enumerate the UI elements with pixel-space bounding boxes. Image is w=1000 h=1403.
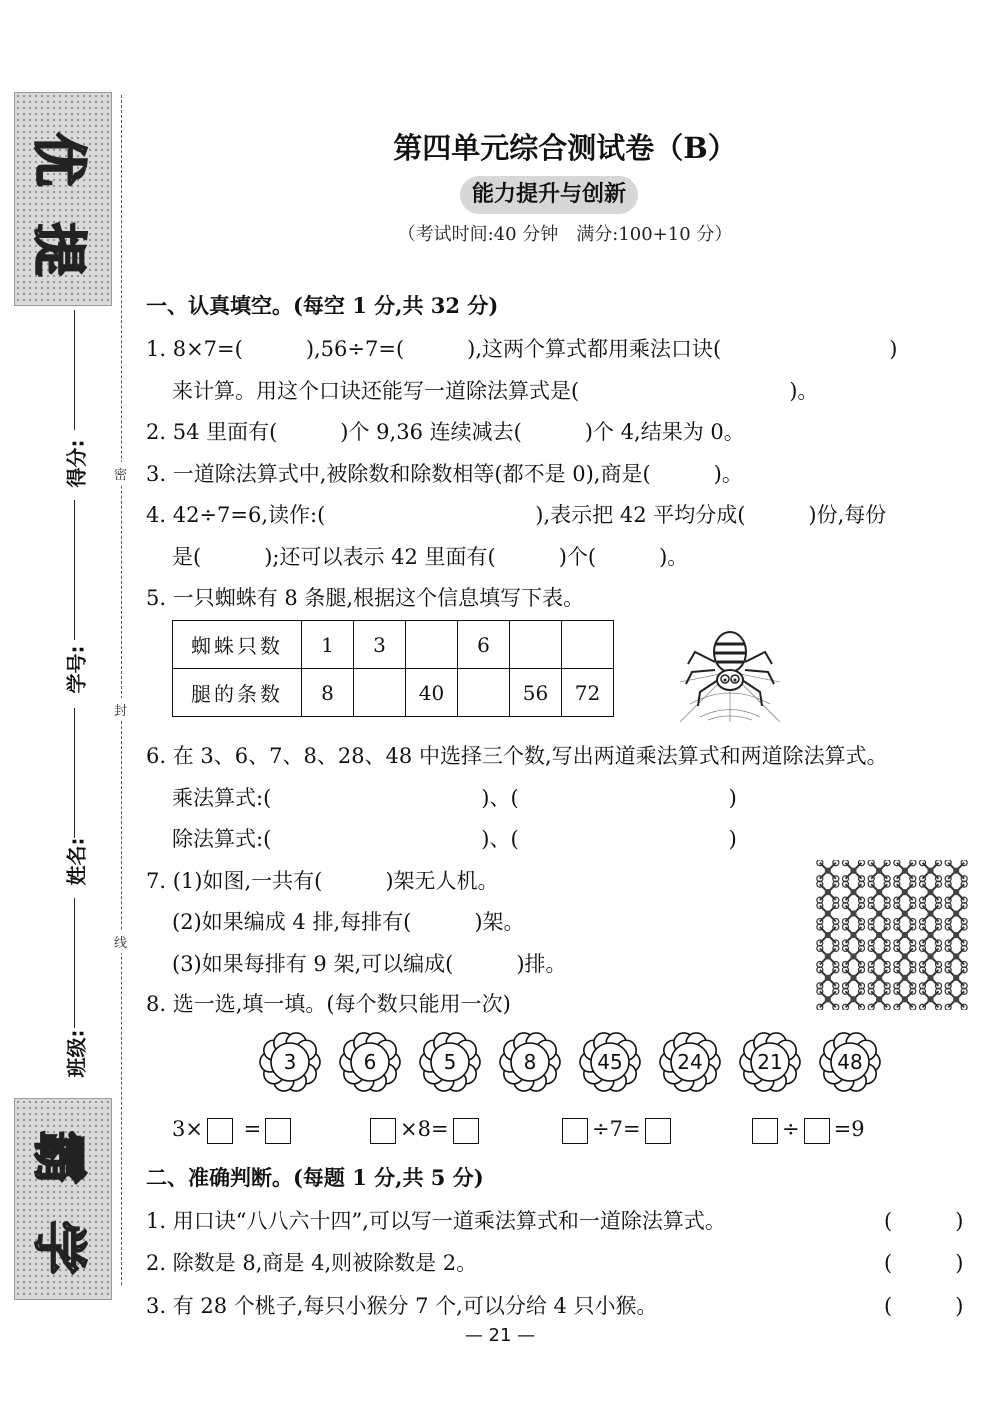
drone-icon: [868, 945, 890, 967]
table-row: [173, 621, 614, 669]
eq1-part2: =: [243, 1117, 262, 1141]
page-title: 第四单元综合测试卷（B）: [393, 131, 737, 165]
class-label: 班级:: [64, 1029, 89, 1078]
table-cell: [406, 621, 458, 669]
table-cell: 3: [354, 621, 406, 669]
drone-icon: [843, 881, 865, 903]
eq1-part1: 3×: [172, 1117, 203, 1141]
equation-4: [748, 1117, 865, 1144]
q1-line1: 1. 8×7=( ),56÷7=( ),这两个算式都用乘法口诀( ): [146, 337, 898, 361]
table-cell: [458, 669, 510, 717]
drone-icon: [868, 881, 890, 903]
judge-q1-paren[interactable]: ( ): [884, 1209, 964, 1233]
side-line-4: [74, 898, 75, 1028]
page-number: — 21 —: [464, 1325, 536, 1346]
equation-2: [366, 1117, 483, 1144]
side-char-ba: 霸: [27, 1130, 91, 1185]
drone-icon: [843, 967, 865, 989]
flower-21: 21: [738, 1030, 802, 1094]
table-cell: 1: [302, 621, 354, 669]
drone-icon: [920, 967, 942, 989]
drone-icon: [817, 967, 839, 989]
drone-icon: [920, 945, 942, 967]
drone-icon: [868, 924, 890, 946]
q3: 3. 一道除法算式中,被除数和除数相等(都不是 0),商是( )。: [146, 462, 743, 486]
drone-icon: [920, 903, 942, 925]
cut-word-mi: 密: [114, 462, 127, 485]
judge-q2-paren[interactable]: ( ): [884, 1251, 964, 1275]
q4-line2: 是( );还可以表示 42 里面有( )个( )。: [172, 545, 689, 569]
drone-grid: [815, 860, 969, 1010]
drone-icon: [894, 945, 916, 967]
equation-3: [558, 1117, 675, 1144]
drone-icon: [920, 924, 942, 946]
cut-word-xian: 线: [114, 930, 127, 953]
exam-info: （考试时间:40 分钟 满分:100+10 分）: [397, 224, 733, 245]
q7-part1: 7. (1)如图,一共有( )架无人机。: [146, 869, 499, 893]
drone-icon: [894, 967, 916, 989]
drone-icon: [868, 967, 890, 989]
flower-48: 48: [818, 1030, 882, 1094]
section2-heading: 二、准确判断。(每题 1 分,共 5 分): [146, 1165, 484, 1190]
side-line-3: [74, 708, 75, 838]
table-cell: [510, 621, 562, 669]
q5: 5. 一只蜘蛛有 8 条腿,根据这个信息填写下表。: [146, 586, 585, 610]
cut-word-feng: 封: [114, 698, 127, 721]
drone-icon: [817, 988, 839, 1010]
drone-icon: [868, 903, 890, 925]
drone-icon: [817, 881, 839, 903]
drone-icon: [843, 860, 865, 882]
drone-icon: [920, 860, 942, 882]
equation-1: [172, 1117, 295, 1144]
judge-q1: 1. 用口诀“八八六十四”,可以写一道乘法算式和一道除法算式。: [146, 1209, 726, 1233]
table-cell: 56: [510, 669, 562, 717]
drone-icon: [843, 924, 865, 946]
answer-box[interactable]: [265, 1118, 291, 1144]
eq4-part1: ÷: [782, 1117, 800, 1141]
drone-icon: [945, 860, 967, 882]
drone-icon: [817, 924, 839, 946]
drone-icon: [894, 924, 916, 946]
q1-line2: 来计算。用这个口诀还能写一道除法算式是( )。: [172, 379, 819, 403]
answer-box[interactable]: [370, 1118, 396, 1144]
drone-icon: [920, 881, 942, 903]
q8: 8. 选一选,填一填。(每个数只能用一次): [146, 992, 511, 1016]
flower-24: 24: [658, 1030, 722, 1094]
eq3-part1: ÷7=: [592, 1117, 641, 1141]
side-line-2: [74, 500, 75, 640]
table-row: [173, 669, 614, 717]
answer-box[interactable]: [562, 1118, 588, 1144]
side-line-1: [74, 310, 75, 430]
eq2-part1: ×8=: [400, 1117, 449, 1141]
student-id-label: 学号:: [64, 645, 89, 694]
subtitle-badge: 能力提升与创新: [460, 176, 638, 214]
side-char-xue: 学: [27, 1220, 91, 1275]
section1-heading: 一、认真填空。(每空 1 分,共 32 分): [146, 293, 499, 318]
drone-icon: [843, 903, 865, 925]
drone-icon: [843, 988, 865, 1010]
flower-5: 5: [418, 1030, 482, 1094]
drone-icon: [868, 860, 890, 882]
drone-icon: [894, 860, 916, 882]
q7-part2: (2)如果编成 4 排,每排有( )架。: [172, 910, 525, 934]
drone-icon: [817, 860, 839, 882]
score-label: 得分:: [64, 439, 89, 488]
q4-line1: 4. 42÷7=6,读作:( ),表示把 42 平均分成( )份,每份: [146, 503, 887, 527]
spider-illustration: [680, 622, 780, 722]
answer-box[interactable]: [804, 1118, 830, 1144]
side-char-you: 优: [27, 132, 91, 187]
judge-q2: 2. 除数是 8,商是 4,则被除数是 2。: [146, 1251, 478, 1275]
side-banner-top: [14, 92, 112, 306]
answer-box[interactable]: [645, 1118, 671, 1144]
flower-8: 8: [498, 1030, 562, 1094]
drone-icon: [945, 881, 967, 903]
spider-table: [172, 620, 614, 717]
drone-icon: [894, 903, 916, 925]
answer-box[interactable]: [752, 1118, 778, 1144]
drone-icon: [945, 924, 967, 946]
side-banner-bottom: [14, 1098, 112, 1300]
q6: 6. 在 3、6、7、8、28、48 中选择三个数,写出两道乘法算式和两道除法算式。: [146, 744, 888, 768]
table-cell: 72: [562, 669, 614, 717]
q2: 2. 54 里面有( )个 9,36 连续减去( )个 4,结果为 0。: [146, 420, 745, 444]
drone-icon: [843, 945, 865, 967]
name-label: 姓名:: [64, 837, 89, 886]
drone-icon: [894, 988, 916, 1010]
flower-3: 3: [258, 1030, 322, 1094]
cut-line: [121, 95, 122, 1285]
drone-icon: [868, 988, 890, 1010]
drone-icon: [920, 988, 942, 1010]
answer-box[interactable]: [453, 1118, 479, 1144]
judge-q3-paren[interactable]: ( ): [884, 1294, 964, 1318]
judge-q3: 3. 有 28 个桃子,每只小猴分 7 个,可以分给 4 只小猴。: [146, 1294, 658, 1318]
table-cell: 腿的条数: [173, 669, 302, 717]
drone-icon: [945, 945, 967, 967]
q6-multiplication: 乘法算式:( )、( ): [172, 786, 737, 810]
drone-icon: [945, 903, 967, 925]
table-cell: 蜘蛛只数: [173, 621, 302, 669]
side-char-ti: 提: [27, 222, 91, 277]
q7-part3: (3)如果每排有 9 架,可以编成( )排。: [172, 952, 567, 976]
drone-icon: [894, 881, 916, 903]
table-cell: 40: [406, 669, 458, 717]
table-cell: [354, 669, 406, 717]
drone-icon: [945, 988, 967, 1010]
table-cell: [562, 621, 614, 669]
answer-box[interactable]: [207, 1118, 233, 1144]
q6-division: 除法算式:( )、( ): [172, 827, 737, 851]
flower-45: 45: [578, 1030, 642, 1094]
drone-icon: [817, 945, 839, 967]
eq4-part2: =9: [833, 1117, 865, 1141]
drone-icon: [945, 967, 967, 989]
table-cell: 6: [458, 621, 510, 669]
flower-6: 6: [338, 1030, 402, 1094]
table-cell: 8: [302, 669, 354, 717]
drone-icon: [817, 903, 839, 925]
